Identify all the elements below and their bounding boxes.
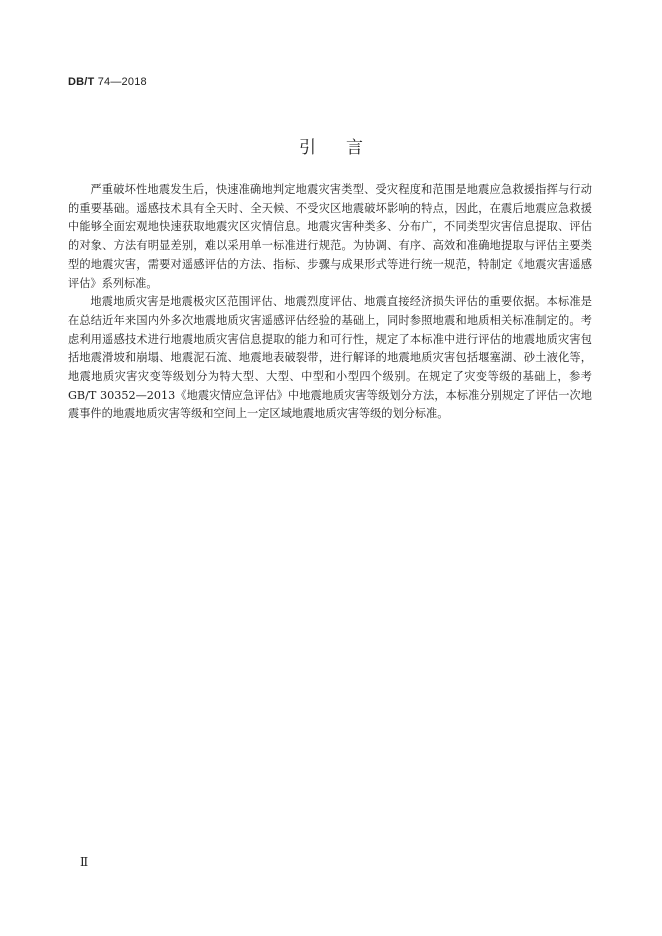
page-title-char-2: 言 (346, 138, 363, 158)
paragraph: 地震地质灾害是地震极灾区范围评估、地震烈度评估、地震直接经济损失评估的重要依据。本标准是在总结近年来国内外多次地震地质灾害遥感评估经验的基础上，同时参照地震和地质相关标准制定的。考虑利用遥感技术进行地震地质灾害信息提取的能力和可行性，规定了本标准中进行评估的地震地质灾害包括地震滑坡和崩塌、地震泥石流、地震地表破裂带，进行解译的地震地质灾害包括堰塞湖、砂土液化等，地震地质灾害灾变等级划分为特大型、大型、中型和小型四个级别。在规定了灾变等级的基础上，参考GB/T 30352—2013《地震灾情应急评估》中地震地质灾害等级划分方法，本标准分别规定了评估一次地震事件的地震地质灾害等级和空间上一定区域地震地质灾害等级的划分标准。 (68, 295, 592, 421)
page-title-char-1: 引 (299, 138, 316, 158)
body-text (68, 181, 592, 424)
standard-code (68, 76, 147, 88)
standard-prefix: DB/T (68, 76, 95, 88)
standard-number: 74—2018 (94, 76, 147, 88)
page-number: Ⅱ (80, 855, 89, 869)
page-title (0, 133, 662, 158)
paragraph: 严重破坏性地震发生后，快速准确地判定地震灾害类型、受灾程度和范围是地震应急救援指挥与行动的重要基础。遥感技术具有全天时、全天候、不受灾区地震破坏影响的特点，因此，在震后地震应急救援中能够全面宏观地快速获取地震灾区灾情信息。地震灾害种类多、分布广，不同类型灾害信息提取、评估的对象、方法有明显差别，难以采用单一标准进行规范。为协调、有序、高效和准确地提取与评估主要类型的地震灾害，需要对遥感评估的方法、指标、步骤与成果形式等进行统一规范，特制定《地震灾害遥感评估》系列标准。 (68, 183, 592, 290)
